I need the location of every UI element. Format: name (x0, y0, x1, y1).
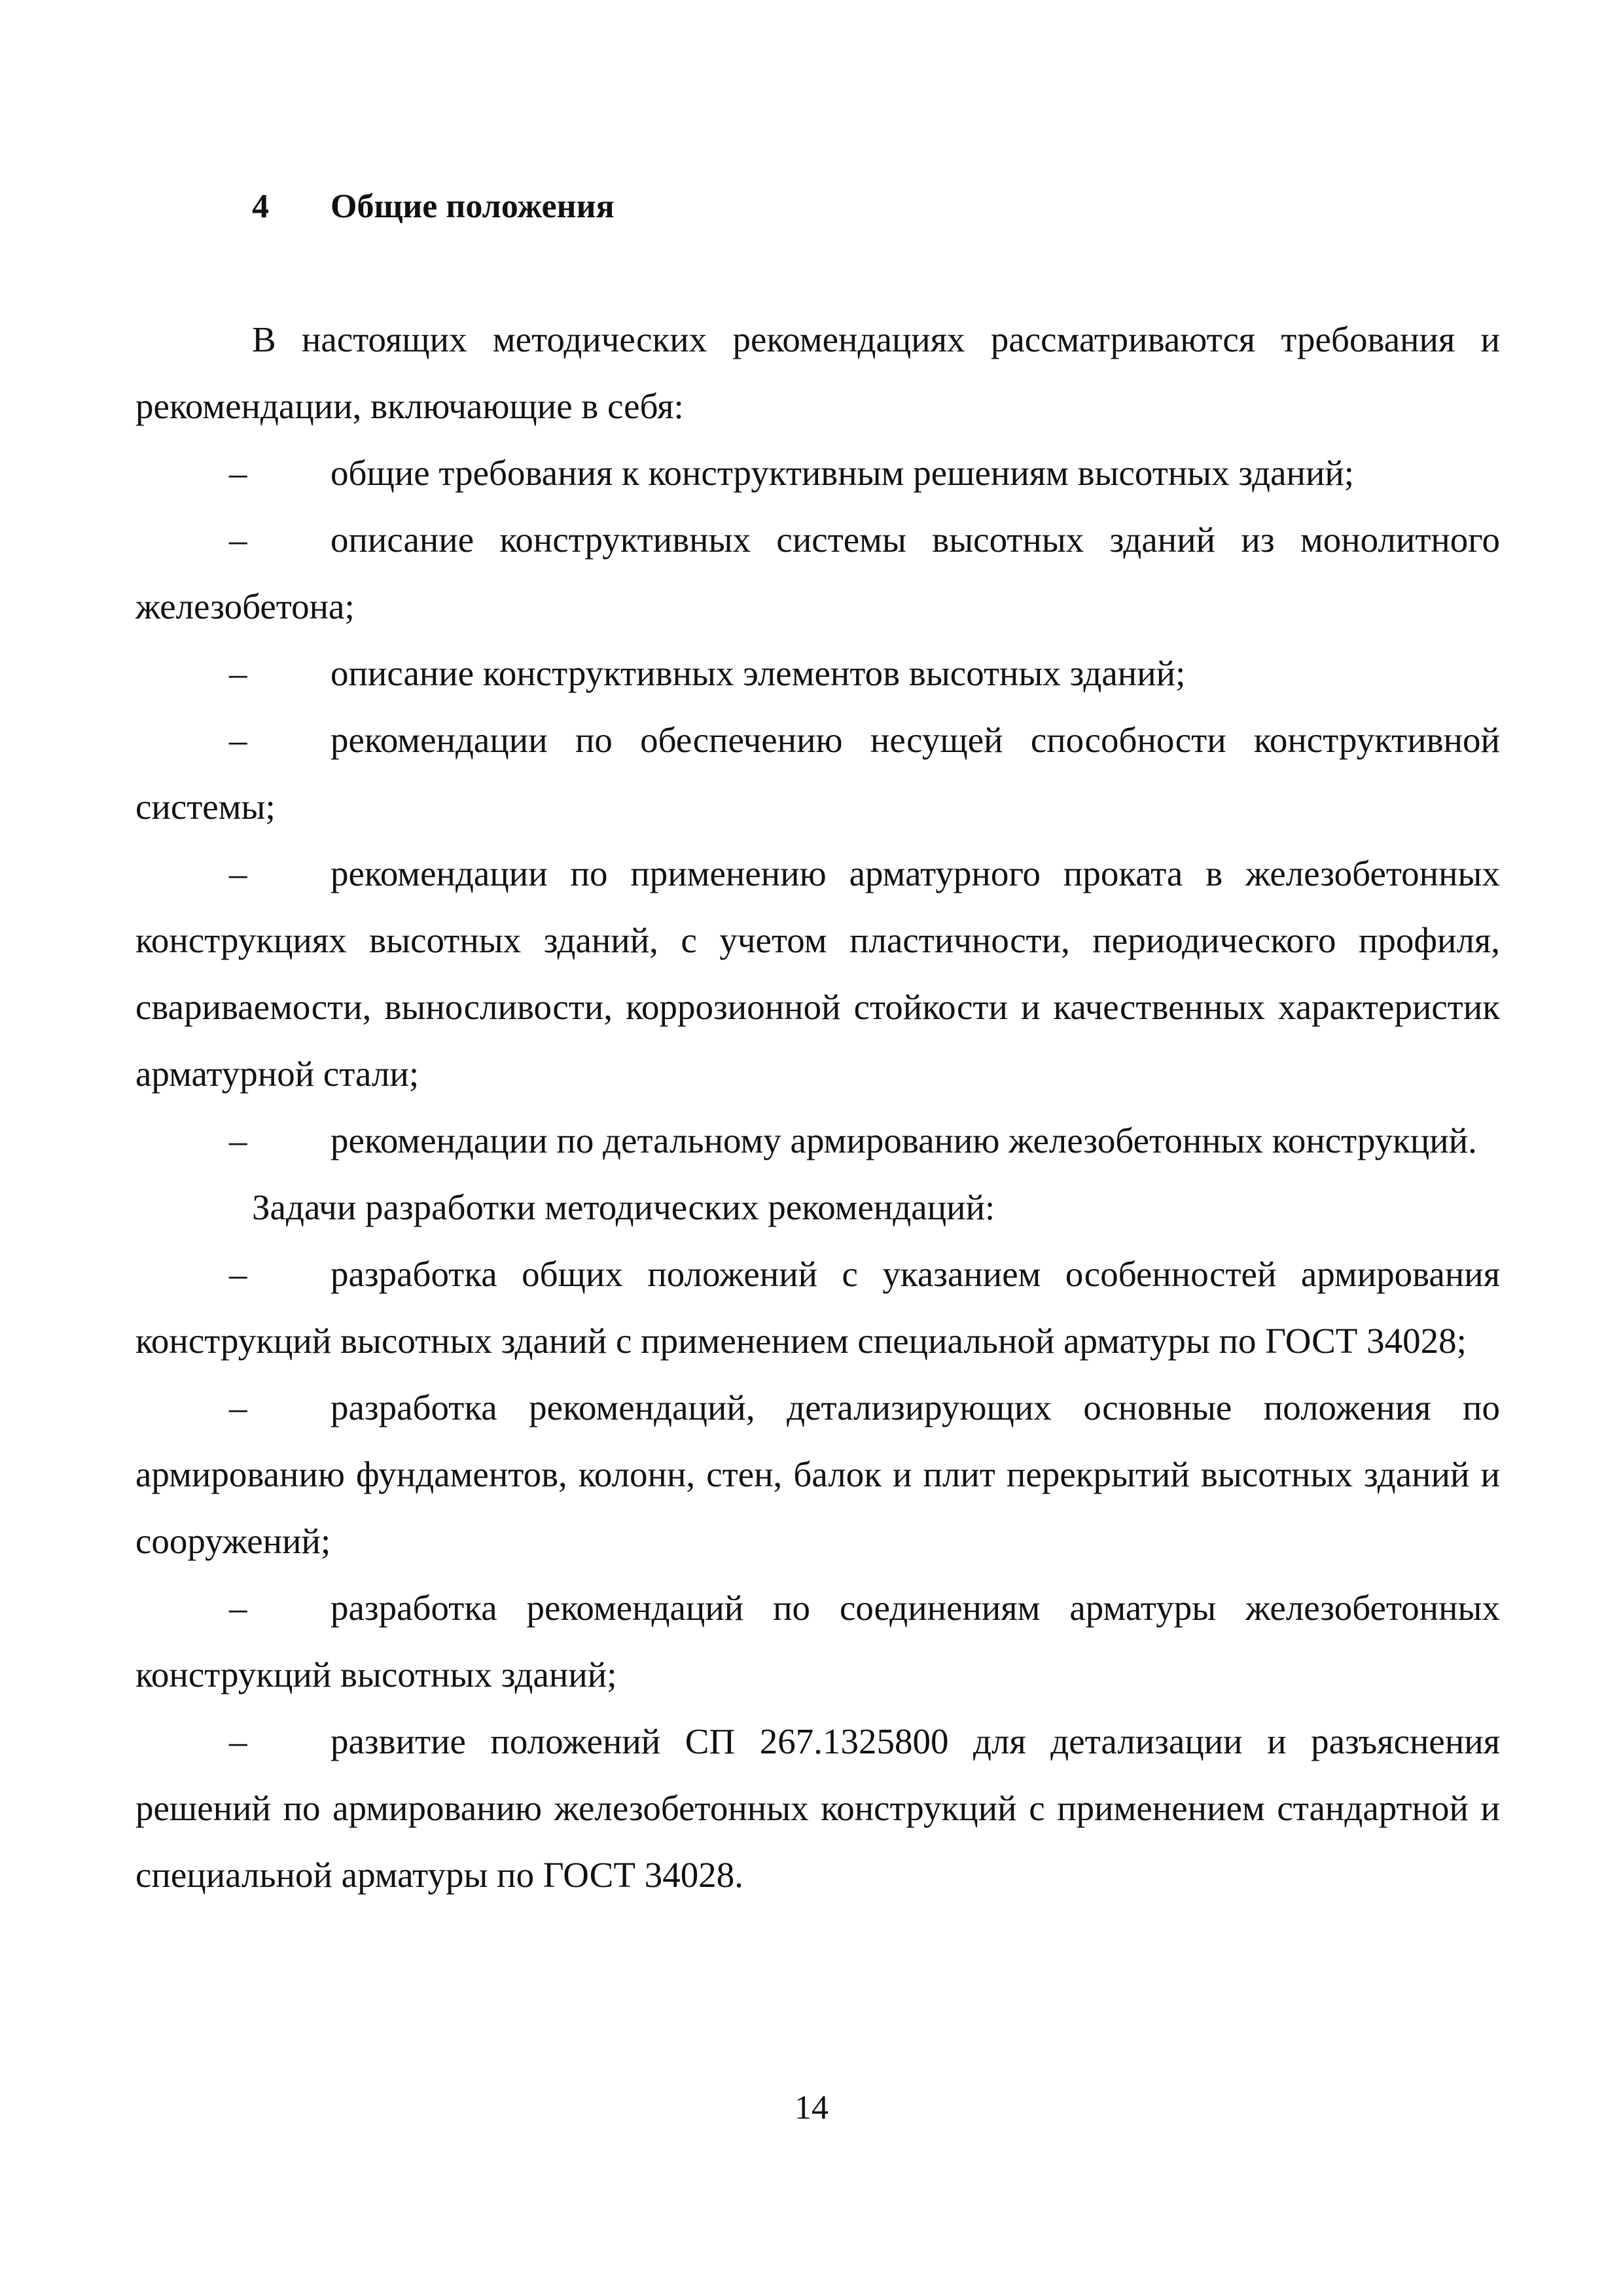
dash-bullet: – (229, 653, 247, 693)
page-number: 14 (794, 2089, 829, 2126)
list-item (135, 1241, 1500, 1374)
list-item-text: разработка рекомендаций по соединениям арматуры железобетонных конструкций высотных зданий; (135, 1588, 1500, 1695)
dash-bullet: – (229, 1721, 247, 1761)
intro-paragraph: В настоящих методических рекомендациях рассматриваются требования и рекомендации, включающие в себя: (135, 319, 1500, 426)
section-title: Общие положения (330, 188, 615, 225)
dash-bullet: – (229, 1121, 247, 1160)
list-item-text: общие требования к конструктивным решениям высотных зданий; (330, 453, 1355, 493)
list-item (135, 1374, 1500, 1575)
list-item-text: рекомендации по обеспечению несущей способности конструктивной системы; (135, 720, 1500, 827)
dash-bullet: – (229, 720, 247, 760)
list-item (135, 640, 1500, 707)
document-body (135, 306, 1500, 1909)
dash-bullet: – (229, 1588, 247, 1628)
list-item-text: развитие положений СП 267.1325800 для детализации и разъяснения решений по армированию железобетонных конструкций с применением стандартной и специальной арматуры по ГОСТ 34028. (135, 1721, 1500, 1895)
list-item (135, 1575, 1500, 1708)
section-heading (252, 183, 615, 230)
section-number: 4 (252, 188, 269, 225)
list-item-text: описание конструктивных элементов высотных зданий; (330, 653, 1186, 693)
list-item (135, 507, 1500, 640)
dash-bullet: – (229, 453, 247, 493)
list-item-text: разработка рекомендаций, детализирующих основные положения по армированию фундаментов, колонн, стен, балок и плит перекрытий высотных зданий и сооружений; (135, 1388, 1500, 1561)
tasks-intro-paragraph: Задачи разработки методических рекомендаций: (252, 1187, 995, 1227)
list-item-text: описание конструктивных системы высотных зданий из монолитного железобетона; (135, 520, 1500, 626)
dash-bullet: – (229, 1388, 247, 1427)
dash-bullet: – (229, 1254, 247, 1294)
list-item (135, 1708, 1500, 1909)
list-item (135, 440, 1500, 507)
list-item (135, 1107, 1500, 1174)
list-item (135, 840, 1500, 1107)
dash-bullet: – (229, 853, 247, 893)
list-item-text: рекомендации по детальному армированию железобетонных конструкций. (330, 1121, 1477, 1160)
list-item-text: рекомендации по применению арматурного проката в железобетонных конструкциях высотных зданий, с учетом пластичности, периодического профиля, свариваемости, выносливости, коррозионной стойкости и качественных характеристик арматурной стали; (135, 853, 1500, 1094)
dash-bullet: – (229, 520, 247, 560)
list-item-text: разработка общих положений с указанием особенностей армирования конструкций высотных зданий с применением специальной арматуры по ГОСТ 34028; (135, 1254, 1500, 1361)
list-item (135, 707, 1500, 840)
